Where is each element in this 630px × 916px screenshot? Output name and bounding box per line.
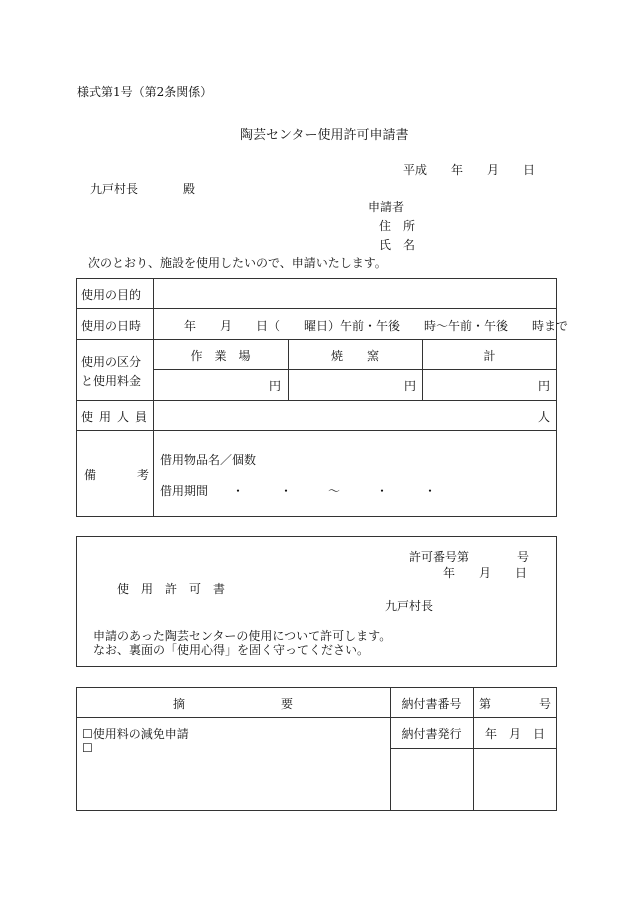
payment-number-label: 納付書番号 bbox=[401, 697, 462, 711]
payment-issue-label: 納付書発行 bbox=[401, 727, 462, 741]
fee-reduction-label: 使用料の減免申請 bbox=[92, 727, 189, 741]
purpose-field[interactable] bbox=[158, 280, 552, 306]
row-divider bbox=[76, 430, 557, 431]
permit-issuer: 九戸村長 bbox=[385, 599, 434, 613]
addressee: 九戸村長 bbox=[90, 182, 139, 196]
borrow-period-label: 借用期間 bbox=[160, 484, 209, 498]
checkbox-icon[interactable]: ☐ bbox=[82, 741, 93, 755]
borrow-period-field[interactable]: ・ ・ 〜 ・ ・ bbox=[232, 484, 437, 498]
kiln-fee-field[interactable]: 円 bbox=[403, 379, 416, 393]
fee-reduction-option[interactable] bbox=[82, 725, 189, 742]
row-divider bbox=[76, 308, 557, 309]
checkbox-icon[interactable]: ☐ bbox=[82, 727, 93, 741]
permit-body-line1: 申請のあった陶芸センターの使用について許可します。 bbox=[93, 629, 392, 643]
honorific: 殿 bbox=[183, 182, 196, 196]
purpose-label: 使用の目的 bbox=[81, 288, 142, 302]
remarks-label-2: 考 bbox=[137, 468, 150, 482]
form-title: 陶芸センター使用許可申請書 bbox=[240, 128, 409, 143]
other-option[interactable] bbox=[82, 741, 93, 755]
name-label: 氏 名 bbox=[379, 238, 416, 252]
category-label-line2: と使用料金 bbox=[81, 374, 142, 388]
total-fee-field[interactable]: 円 bbox=[537, 379, 550, 393]
borrowed-items-field[interactable]: 借用物品名／個数 bbox=[160, 453, 257, 467]
application-date: 平成 年 月 日 bbox=[403, 163, 536, 177]
persons-field[interactable]: 人 bbox=[537, 410, 550, 424]
datetime-field[interactable]: 年 月 日（ 曜日）午前・午後 時〜午前・午後 時まで bbox=[184, 319, 569, 333]
permit-body-line2: なお、裏面の「使用心得」を固く守ってください。 bbox=[93, 643, 370, 657]
persons-label: 使用人員 bbox=[81, 410, 154, 424]
payment-issue-date[interactable]: 年 月 日 bbox=[484, 727, 545, 741]
payment-number-value[interactable]: 第 号 bbox=[478, 697, 551, 711]
permit-number: 許可番号第 号 bbox=[409, 550, 530, 564]
summary-header: 摘 要 bbox=[172, 697, 293, 711]
row-divider bbox=[153, 369, 557, 370]
kiln-column-header: 焼 窯 bbox=[330, 349, 379, 363]
address-label: 住 所 bbox=[379, 219, 416, 233]
row-divider bbox=[76, 717, 557, 718]
total-column-header: 計 bbox=[483, 349, 496, 363]
row-divider bbox=[76, 400, 557, 401]
workspace-column-header: 作 業 場 bbox=[190, 349, 251, 363]
workspace-fee-field[interactable]: 円 bbox=[268, 379, 281, 393]
datetime-label: 使用の日時 bbox=[81, 319, 142, 333]
row-divider bbox=[76, 339, 557, 340]
permit-date: 年 月 日 bbox=[443, 566, 528, 580]
intro-text: 次のとおり、施設を使用したいので、申請いたします。 bbox=[88, 256, 387, 270]
remarks-label-1: 備 bbox=[84, 468, 97, 482]
applicant-label: 申請者 bbox=[368, 200, 405, 214]
column-divider bbox=[153, 278, 154, 517]
permit-title: 使 用 許 可 書 bbox=[117, 582, 226, 596]
form-number: 様式第1号（第2条関係） bbox=[77, 85, 213, 99]
category-label-line1: 使用の区分 bbox=[81, 355, 142, 369]
